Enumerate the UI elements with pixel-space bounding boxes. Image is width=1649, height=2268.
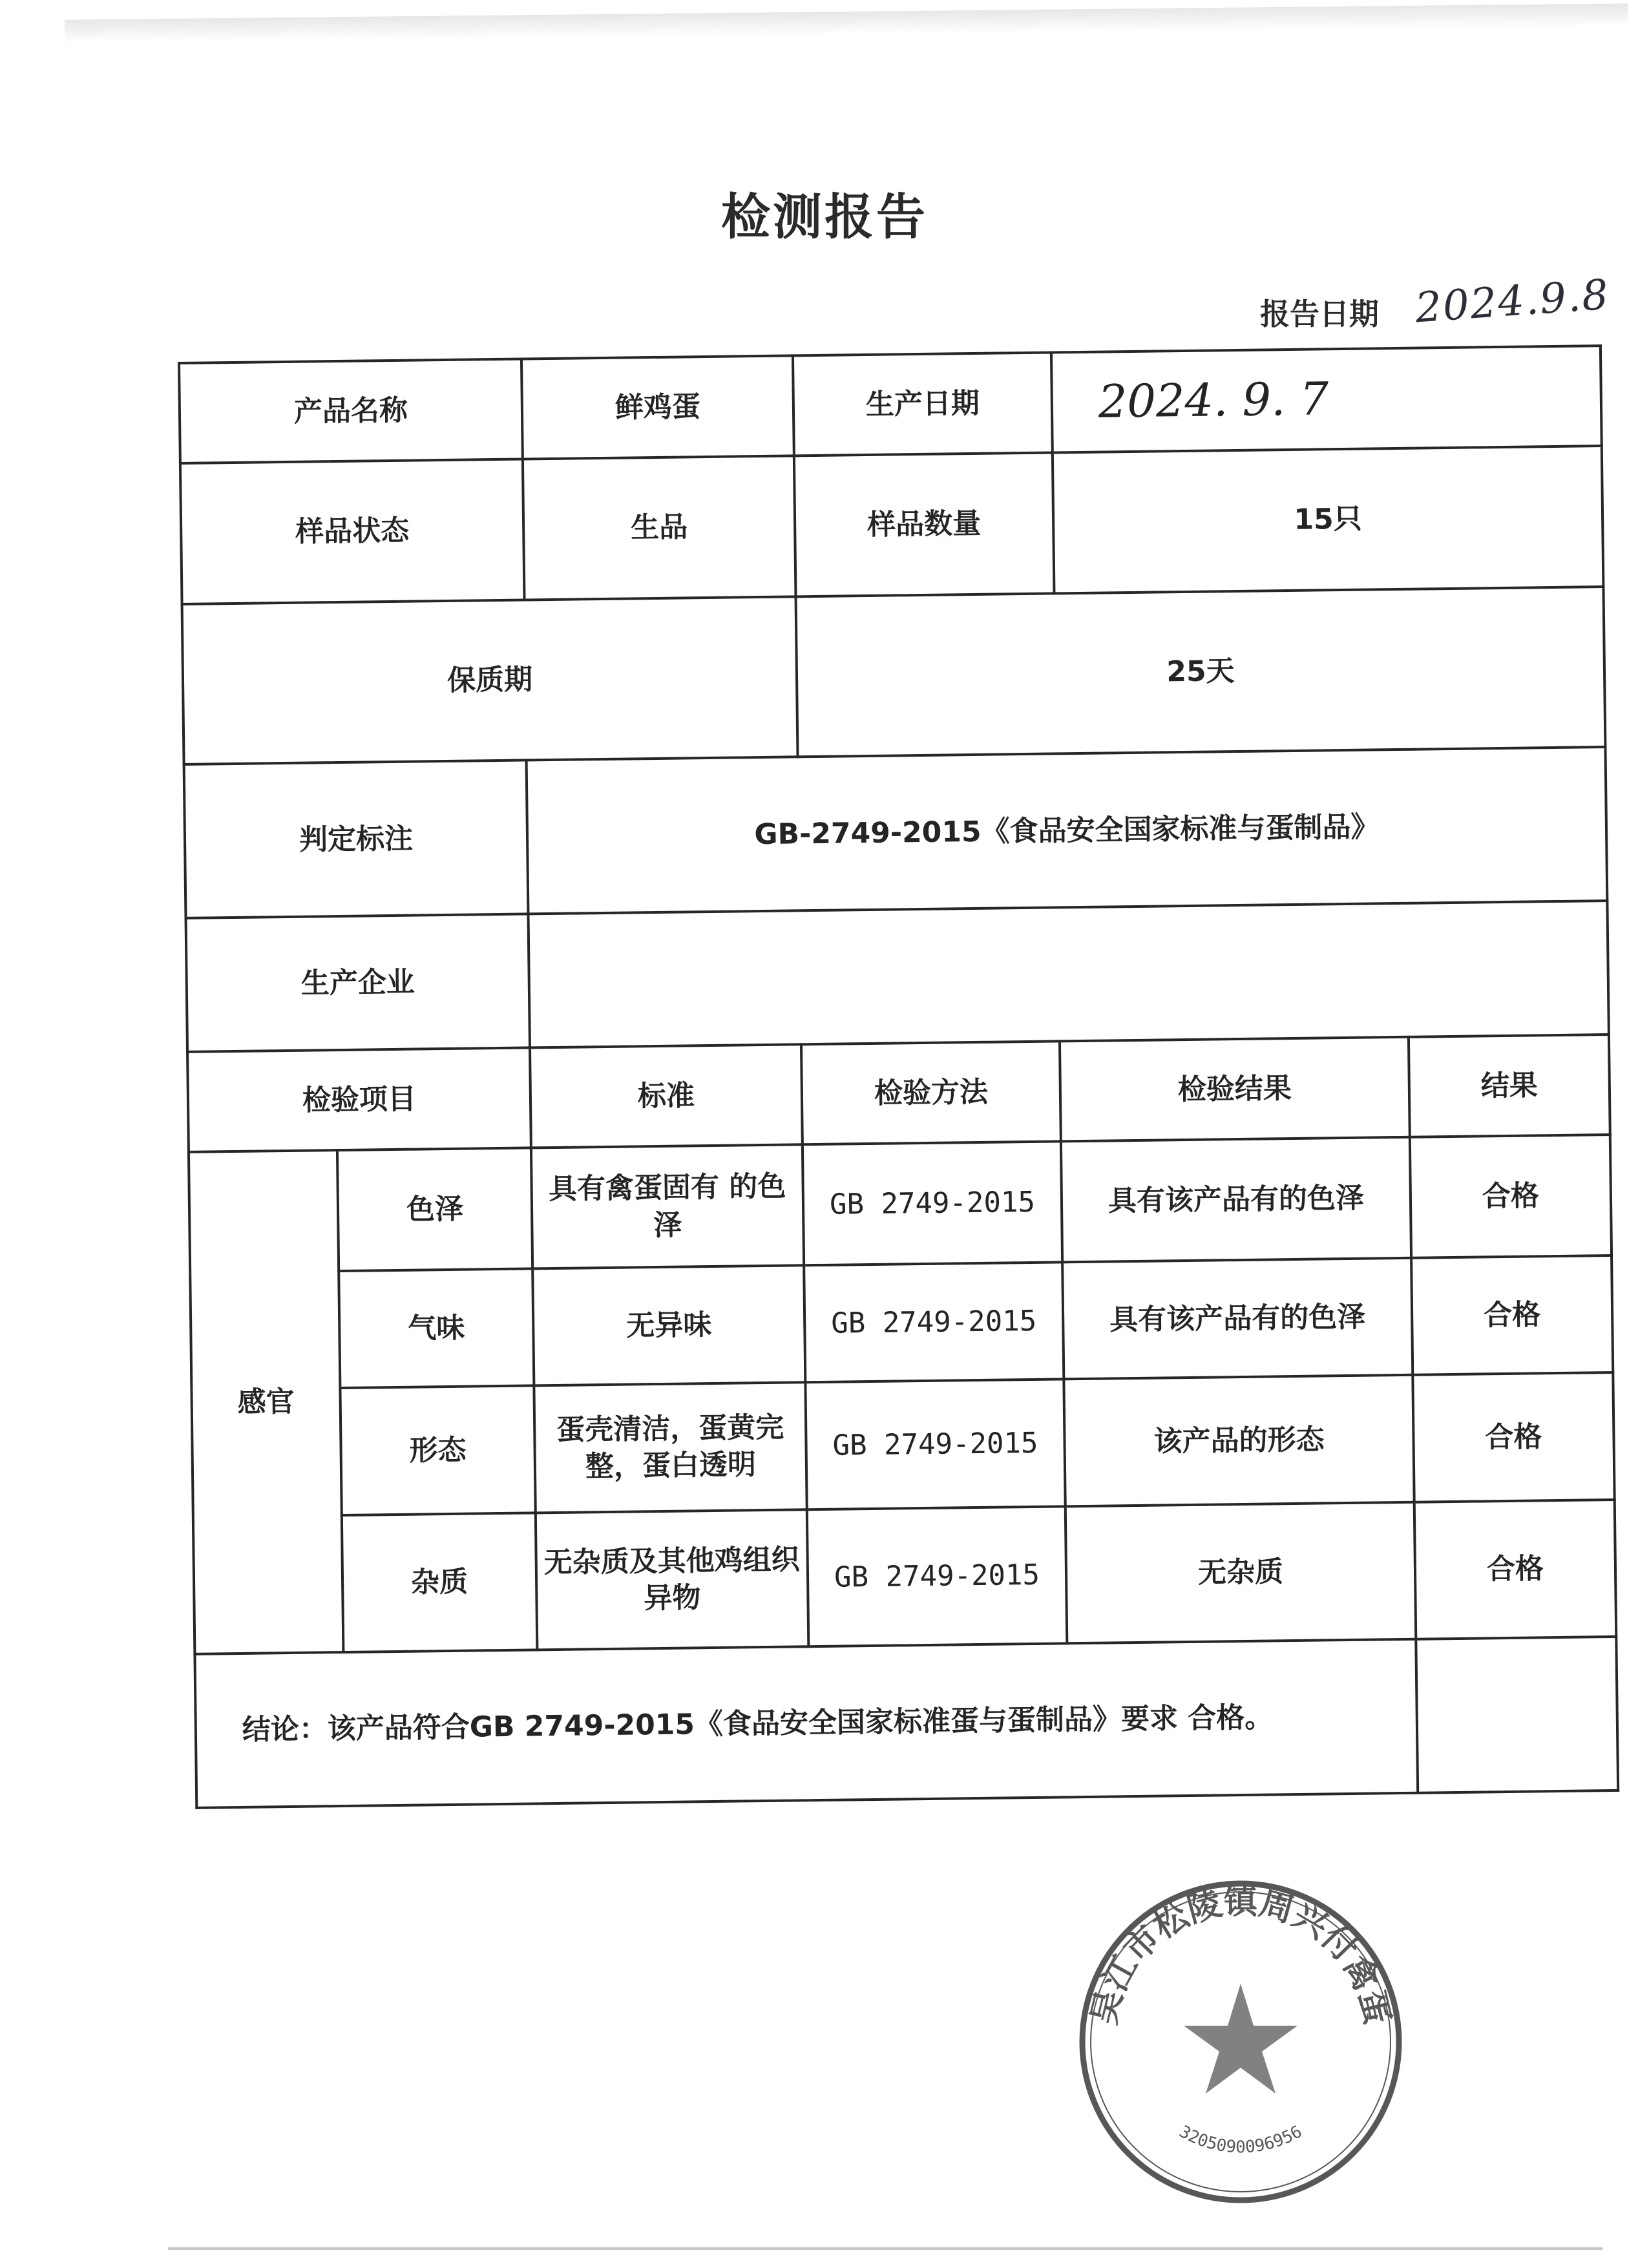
conclusion-text: 结论：该产品符合GB 2749-2015《食品安全国家标准蛋与蛋制品》要求 合格。 [194,1639,1418,1808]
row-method: GB 2749-2015 [803,1142,1062,1265]
stamp-star-icon [1184,1984,1297,2094]
scan-edge-bottom [168,2247,1602,2250]
row-standard [184,747,1608,918]
row-sample-state [180,446,1604,604]
row-method: GB 2749-2015 [807,1506,1067,1646]
production-date-label: 生产日期 [793,352,1053,456]
standard-label: 判定标注 [184,761,529,919]
conclusion-empty-cell [1416,1637,1618,1793]
sample-state-value: 生品 [523,456,796,600]
row-method: GB 2749-2015 [804,1262,1064,1382]
sample-quantity-value: 15只 [1053,446,1604,593]
row-result: 合格 [1411,1255,1613,1375]
report-date-label: 报告日期 [1260,297,1379,331]
row-finding: 具有该产品有的色泽 [1061,1137,1411,1262]
product-name-label: 产品名称 [179,359,523,464]
standard-value: GB-2749-2015《食品安全国家标准与蛋制品》 [527,747,1608,914]
row-result: 合格 [1413,1372,1614,1502]
page-title: 检测报告 [721,188,928,246]
product-name-value: 鲜鸡蛋 [521,355,794,459]
sample-state-label: 样品状态 [180,459,525,604]
header-result: 结果 [1409,1034,1610,1137]
row-product-name [179,346,1602,463]
table-row [193,1500,1616,1654]
scan-edge-top [65,3,1628,43]
row-standard: 具有禽蛋固有 的色泽 [531,1145,804,1268]
row-standard: 蛋壳清洁，蛋黄完整，蛋白透明 [534,1382,806,1513]
production-date-value: 2024. 9. 7 [1051,346,1602,453]
row-standard: 无杂质及其他鸡组织异物 [536,1509,809,1650]
row-finding: 无杂质 [1066,1502,1416,1643]
report-table [178,344,1617,1809]
row-method: GB 2749-2015 [805,1379,1065,1509]
header-method: 检验方法 [801,1042,1061,1145]
header-item: 检验项目 [187,1048,531,1153]
header-finding: 检验结果 [1060,1037,1410,1142]
row-manufacturer [186,901,1609,1052]
report-date-value: 2024.9.8 [1413,271,1612,333]
row-result: 合格 [1414,1500,1617,1639]
row-item: 色泽 [337,1148,532,1271]
row-item: 形态 [340,1385,535,1515]
manufacturer-label: 生产企业 [186,914,530,1052]
stamp-seal [1073,1874,1409,2210]
row-finding: 该产品的形态 [1064,1375,1414,1506]
row-item: 杂质 [342,1513,538,1652]
shelf-life-label: 保质期 [182,596,798,764]
group-label-sensory: 感官 [189,1151,343,1654]
row-conclusion [194,1637,1618,1808]
sample-quantity-label: 样品数量 [794,453,1055,596]
shelf-life-value: 25天 [796,587,1606,757]
stamp-arc-text: 吴江市松陵镇周兴付禽蛋 [1084,1883,1397,2028]
row-headers [187,1034,1610,1152]
row-finding: 具有该产品有的色泽 [1062,1258,1413,1380]
stamp-number-text: 3205090096956 [1175,2122,1306,2158]
row-shelf-life [182,587,1606,764]
row-standard: 无异味 [532,1265,805,1385]
header-standard: 标准 [530,1044,803,1148]
table-row [191,1372,1614,1517]
row-result: 合格 [1410,1135,1612,1257]
inspection-table [178,344,1619,1809]
row-item: 气味 [339,1268,534,1388]
table-row [190,1255,1613,1390]
manufacturer-value [528,901,1608,1047]
table-row [189,1135,1612,1272]
